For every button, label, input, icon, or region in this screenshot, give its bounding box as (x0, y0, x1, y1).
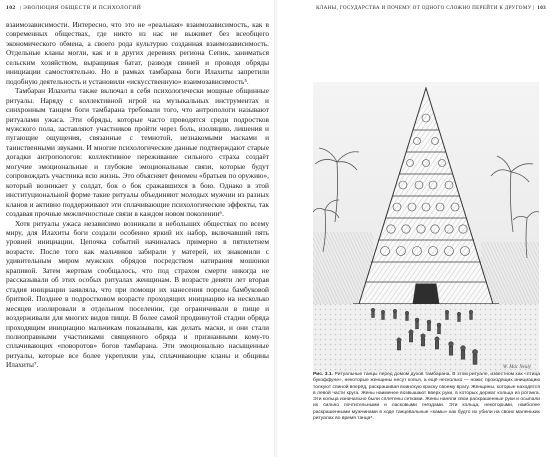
caption-text: Ритуальные танцы перед домом духов тамбарана. В этом ритуале, известном как «птица букоффуне», некоторые женщины несут копья, а ещё несколько — ножи; проходящих инициацию толкуют спиной вперёд, раскрашивая воинскую краску своему врагу. Женщины, которые находятся в левой части круга. Жены наименее возвышают вверх руки, в которых держат кольца из ротанга. Эти кольца изначально были сплетены сетками. Жены наняли свои раскрашенные руки и осыпали их сильно почтительными и ласковыми гнёздами. Эти кольца, некоторыми, наиболее раскрашенными мужчинами в ходе танцевальные «камы» как будто их убили на своих маленьких ритуалах во время танца⁸. (313, 372, 540, 422)
paragraph-2: Тамбаран Илахиты также включал в себя психологически мощные общинные ритуалы. Наряду с коллективной игрой на музыкальных инструментах и синхронным танцем боги тамбарана требовали того, что антропологи называют ритуалами ужаса. Эти обряды, которые часто проводятся среди подростков мужского пола, заставляют участников пройти через боль, изоляцию, лишения и пугающие ощущения, связанные с темнотой, незнакомыми масками и таинственными звуками. И многие психологические данные подтверждают старые догадки антропологов: коллективное переживание сильного страха создаёт могучие эмоциональные и глубокие эмоциональные связи, которые будут сопровождать участника всю жизнь. Это объясняет феномен «братьев по оружию», который возникает у солдат, бок о бок сражавшихся в бою. Однако в этой институциональной форме такие ритуалы объединяют молодых мужчин из разных кланов и активно поддерживают эти сплачивающие психологические эффекты, так создавая прочные межличностные связи в каждом новом поколении⁶. (6, 86, 269, 219)
paragraph-1: взаимозависимости. Интересно, что это не «реальная» взаимозависимость, как в современных обществах, где никто из нас не выживет без всеобщего экономического обмена, а своего рода культурно созданная взаимозависимость. Отдельные кланы могли, как и в других деревнях региона Сепик, заниматься сельским хозяйством, выращивая батат, разводя свиней и проводя обряды инициации самостоятельно. Но в рамках тамбарана боги Илахиты запретили подобную деятельность и установили «искусственную» взаимозависимость⁵. (6, 20, 269, 86)
left-page-number: 102 (6, 5, 16, 11)
left-page (0, 0, 274, 457)
left-body-text (6, 20, 269, 370)
tambaran-illustration (313, 82, 539, 372)
figure-caption (313, 372, 540, 422)
right-page (277, 0, 550, 457)
right-running-head: КЛАНЫ, ГОСУДАРСТВА И ПОЧЕМУ ОТ ОДНОГО СЛОЖНО ПЕРЕЙТИ К ДРУГОМУ (316, 5, 532, 11)
left-running-head: ЭВОЛЮЦИЯ ОБЩЕСТВ И ПСИХОЛОГИЙ (23, 5, 142, 11)
spirit-house-drawing (313, 82, 539, 372)
right-page-number: 103 (537, 5, 546, 11)
artist-signature: W. Mac Nealy (502, 365, 531, 370)
caption-label: Рис. 3.1. (313, 372, 333, 377)
paragraph-3: Хотя ритуалы ужаса независимо возникали в небольших обществах по всему миру, для Илахиты боги создали особенно яркий их набор, включавший пять уровней инициации. Цепочка событий начиналась примерно в пятилетнем возрасте. После того как мальчиков забирали у матерей, их знакомили с удивительным миром мужских обрядов посредством натирания мошонки крапивой. Затем жертвам сообщалось, что под страхом смерти никогда не рассказывали об этих особых ритуалах женщинам. В возрасте девяти лет вторая стадия инициации заявляла, что при помощи их нанесения порезы бамбуковой бритвой. Позднее в подростковом возрасте проходящих инициацию на несколько месяцев изолировали в отдельном поселении, где ограничивали в пище и воздерживали для многих видов пищи. В более самой продвинутой стадии обряда проходящим инициацию мальчикам показывали, как делать маски, и они стали полноправными участниками священного обряда и признанными кому-то сплачивающих «поворотов» богов тамбарана. Эти эмоционально насыщенные ритуалы, которые все более укрепляли узы, сплачивающие кланы и общины Илахиты⁷. (6, 218, 269, 370)
left-running-header: 102 | ЭВОЛЮЦИЯ ОБЩЕСТВ И ПСИХОЛОГИЙ (6, 5, 142, 11)
right-running-header: КЛАНЫ, ГОСУДАРСТВА И ПОЧЕМУ ОТ ОДНОГО СЛОЖНО ПЕРЕЙТИ К ДРУГОМУ | 103 (316, 5, 546, 11)
